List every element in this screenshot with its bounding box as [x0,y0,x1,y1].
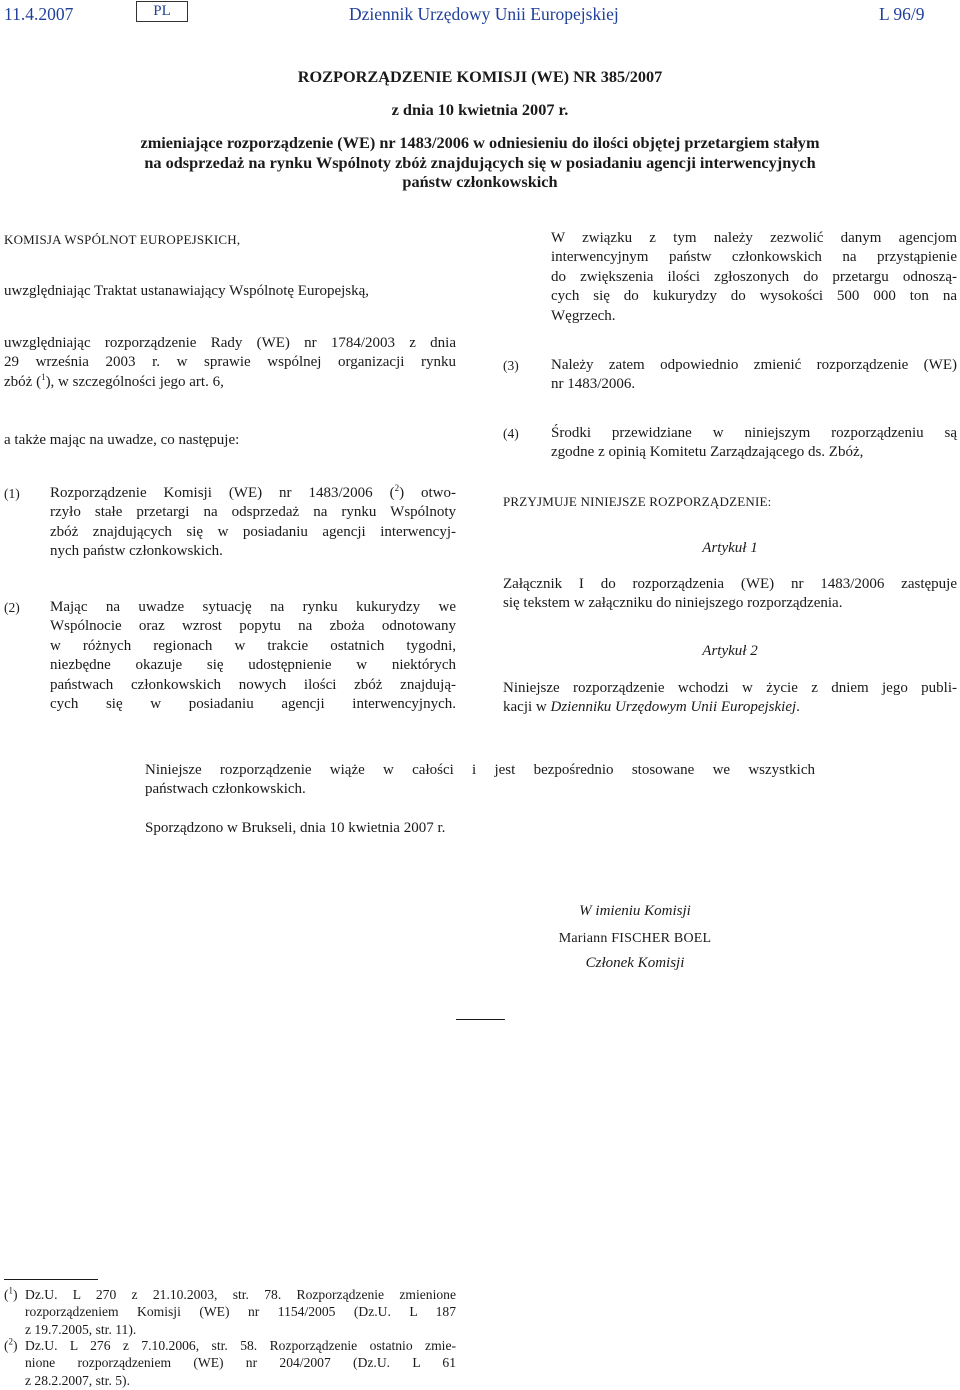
having-regard-treaty: uwzględniając Traktat ustanawiający Wspólnotę Europejską, [4,283,370,299]
recital-2-number: (2) [4,600,20,615]
signatory-role: Członek Komisji [585,955,685,971]
signatory-name: Mariann FISCHER BOEL [558,931,712,946]
recital-2: Mając na uwadze sytuację na rynku kukurydzy we Wspólnocie oraz wzrost popytu na zboża odnotowany w różnych regionach w trakcie ostatnich tygodni, niezbędne okazuje się udostępnienie w niektórych państwach członkowskich nowych ilości zbóż znajdują- cych się w posiadaniu agencji interwencyjnych. [50,599,456,713]
article-1-title: Artykuł 1 [702,540,758,556]
done-at: Sporządzono w Brukseli, dnia 10 kwietnia 2007 r. [145,820,446,836]
publication-date: 11.4.2007 [4,4,74,24]
regulation-date: z dnia 10 kwietnia 2007 r. [391,100,569,119]
footnote-ref-1[interactable]: 1 [41,371,46,382]
journal-citation: Dzienniku Urzędowym Unii Europejskiej [550,699,797,716]
regulation-title: ROZPORZĄDZENIE KOMISJI (WE) NR 385/2007 [297,67,663,86]
for-commission: W imieniu Komisji [579,903,691,919]
footnote-2: Dz.U. L 276 z 7.10.2006, str. 58. Rozporządzenie ostatnio zmie- nione rozporządzeniem (WE) nr 204/2007 (Dz.U. L 61 z 28.2.2007, str. 5). [25,1338,456,1388]
footnote-1: Dz.U. L 270 z 21.10.2003, str. 78. Rozporządzenie zmienione rozporządzeniem Komisji (WE) nr 1154/2005 (Dz.U. L 187 z 19.7.2005, str. 11). [25,1287,456,1337]
recital-3: Należy zatem odpowiednio zmienić rozporządzenie (WE) nr 1483/2006. [551,357,957,393]
footnote-rule [4,1279,98,1280]
language-badge: PL [136,1,188,22]
article-2-text: Niniejsze rozporządzenie wchodzi w życie z dniem jego publi- kacji w Dzienniku Urzędowym Unii Europejskiej. [503,680,957,716]
end-rule [456,1019,505,1020]
having-regard-council-regulation: uwzględniając rozporządzenie Rady (WE) nr 1784/2003 z dnia 29 września 2003 r. w sprawie wspólnej organizacji rynku zbóż ($^1$), w szczególności jego art. 6, [4,335,456,390]
recital-4-number: (4) [503,426,519,441]
footnote-1-number: ($^1$) [4,1285,18,1302]
footnote-2-number: ($^2$) [4,1336,18,1353]
recital-4: Środki przewidziane w niniejszym rozporządzeniu są zgodne z opinią Komitetu Zarządzającego ds. Zbóż, [551,425,957,461]
page-reference: L 96/9 [879,4,925,24]
recital-2-continued: W związku z tym należy zezwolić danym agencjom interwencyjnym państw członkowskich na przystąpienie do zwiększenia ilości zgłoszonych do przetargu odnoszą- cych się do kukurydzy do wysokości 500 000 ton na Węgrzech. [551,230,957,324]
whereas-intro: a także mając na uwadze, co następuje: [4,432,240,448]
adopts-heading: PRZYJMUJE NINIEJSZE ROZPORZĄDZENIE: [503,494,772,509]
article-1-text: Załącznik I do rozporządzenia (WE) nr 1483/2006 zastępuje się tekstem w załączniku do niniejszego rozporządzenia. [503,576,957,612]
recital-1-number: (1) [4,486,20,501]
institution-heading: KOMISJA WSPÓLNOT EUROPEJSKICH, [4,232,241,247]
journal-title: Dziennik Urzędowy Unii Europejskiej [349,4,619,24]
subject-line-2: na odsprzedaż na rynku Wspólnoty zbóż znajdujących się w posiadaniu agencji interwencyjnych [144,153,816,172]
footnote-ref-2[interactable]: 2 [394,483,400,493]
subject-line-3: państw członkowskich [402,172,558,191]
subject-line-1: zmieniające rozporządzenie (WE) nr 1483/2006 w odniesieniu do ilości objętej przetargiem stałym [140,133,820,152]
article-2-title: Artykuł 2 [702,643,758,659]
recital-1: Rozporządzenie Komisji (WE) nr 1483/2006 ($^2$) otwo- rzyło stałe przetargi na odsprzedaż na rynku Wspólnoty zbóż znajdujących się w posiadaniu agencji interwencyj- nych państw członkowskich. [50,483,456,560]
binding-clause: Niniejsze rozporządzenie wiąże w całości i jest bezpośrednio stosowane we wszystkich państwach członkowskich. [145,762,815,798]
recital-3-number: (3) [503,358,519,373]
